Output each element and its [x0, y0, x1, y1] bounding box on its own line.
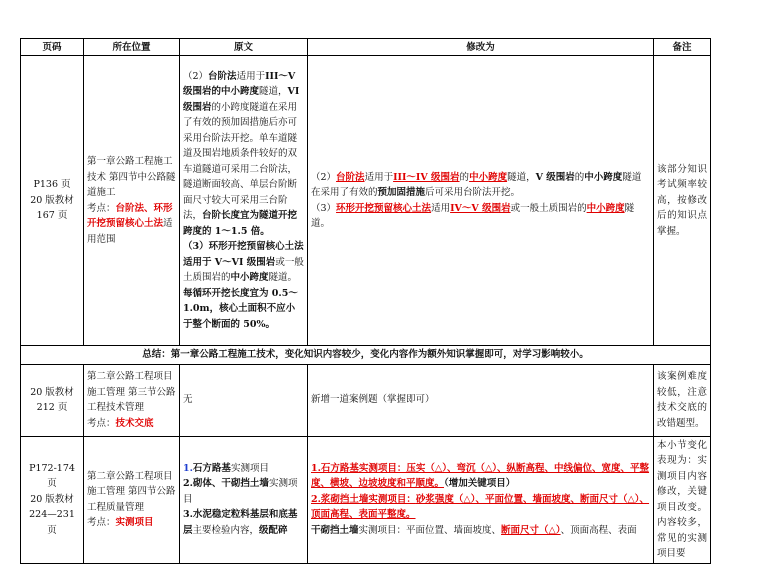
table-row [21, 364, 711, 436]
header-original: 原文 [180, 39, 308, 56]
page-cell: P172-174 页 20 版教材 224—231 页 [21, 436, 84, 563]
header-page: 页码 [21, 39, 84, 56]
table-row [21, 436, 711, 563]
note-cell: 该部分知识考试频率较高，按修改后的知识点掌握。 [654, 56, 711, 346]
original-cell: 无 [180, 364, 308, 436]
location-cell: 第二章公路工程项目施工管理 第三节公路工程技术管理 考点：技术交底 [84, 364, 180, 436]
summary-row [21, 346, 711, 365]
location-cell: 第二章公路工程项目施工管理 第四节公路工程质量管理 考点：实测项目 [84, 436, 180, 563]
header-revised: 修改为 [308, 39, 654, 56]
header-row [21, 39, 711, 56]
key-point: 技术交底 [115, 417, 154, 429]
revised-cell: 1.石方路基实测项目：压实（△）、弯沉（△）、纵断高程、中线偏位、宽度、平整度、横坡、边坡坡度和平顺度。（增加关键项目） 2.浆砌挡土墙实测项目：砂浆强度（△）、平面位置、墙面坡度、断面尺寸（△）、顶面高程、表面平整度。 干砌挡土墙实测项目：平面位置、墙面坡度、断面尺寸（△）、顶面高程、表面 [308, 436, 654, 563]
table-row [21, 56, 711, 346]
header-note: 备注 [654, 39, 711, 56]
original-cell: （2）台阶法适用于III～V 级围岩的中小跨度隧道，VI 级围岩的小跨度隧道在采用了有效的预加固措施后亦可采用台阶法开挖。单车道隧道及围岩地质条件较好的双车道隧道可采用二台阶法，隧道断面较高、单层台阶断面尺寸较大可采用三台阶法，台阶长度宜为隧道开挖跨度的 1～1.5 倍。 （3）环形开挖预留核心土法适用于 V～VI 级围岩或一般土质围岩的中小跨度隧道。每循环开挖长度宜为 0.5～1.0m，核心土面积不应小于整个断面的 50%。 [180, 56, 308, 346]
summary-text: 总结：第一章公路工程施工技术，变化知识内容较少，变化内容作为额外知识掌握即可，对学习影响较小。 [21, 346, 711, 365]
revision-table [20, 38, 711, 564]
original-cell: 1.石方路基实测项目 2.砌体、干砌挡土墙实测项目 3.水泥稳定粒料基层和底基层主要检验内容，级配碎 [180, 436, 308, 563]
note-cell: 该案例难度较低，注意技术交底的改错题型。 [654, 364, 711, 436]
page-cell: P136 页 20 版教材 167 页 [21, 56, 84, 346]
page-cell: 20 版教材 212 页 [21, 364, 84, 436]
key-point: 台阶法、环形开挖预留核心土法 [87, 202, 173, 229]
key-point: 实测项目 [115, 517, 154, 528]
revised-cell: （2）台阶法适用于III～IV 级围岩的中小跨度隧道，V 级围岩的中小跨度隧道在采用了有效的预加固措施后可采用台阶法开挖。 （3）环形开挖预留核心土法适用IV～V 级围岩或一般土质围岩的中小跨度隧道。 [308, 56, 654, 346]
revised-cell: 新增一道案例题（掌握即可） [308, 364, 654, 436]
note-cell: 本小节变化表现为：实测项目内容修改，关键项目改变。内容较多，常见的实测项目要 [654, 436, 711, 563]
header-location: 所在位置 [84, 39, 180, 56]
location-cell: 第一章公路工程施工技术 第四节中公路隧道施工 考点：台阶法、环形开挖预留核心土法适用范围 [84, 56, 180, 346]
